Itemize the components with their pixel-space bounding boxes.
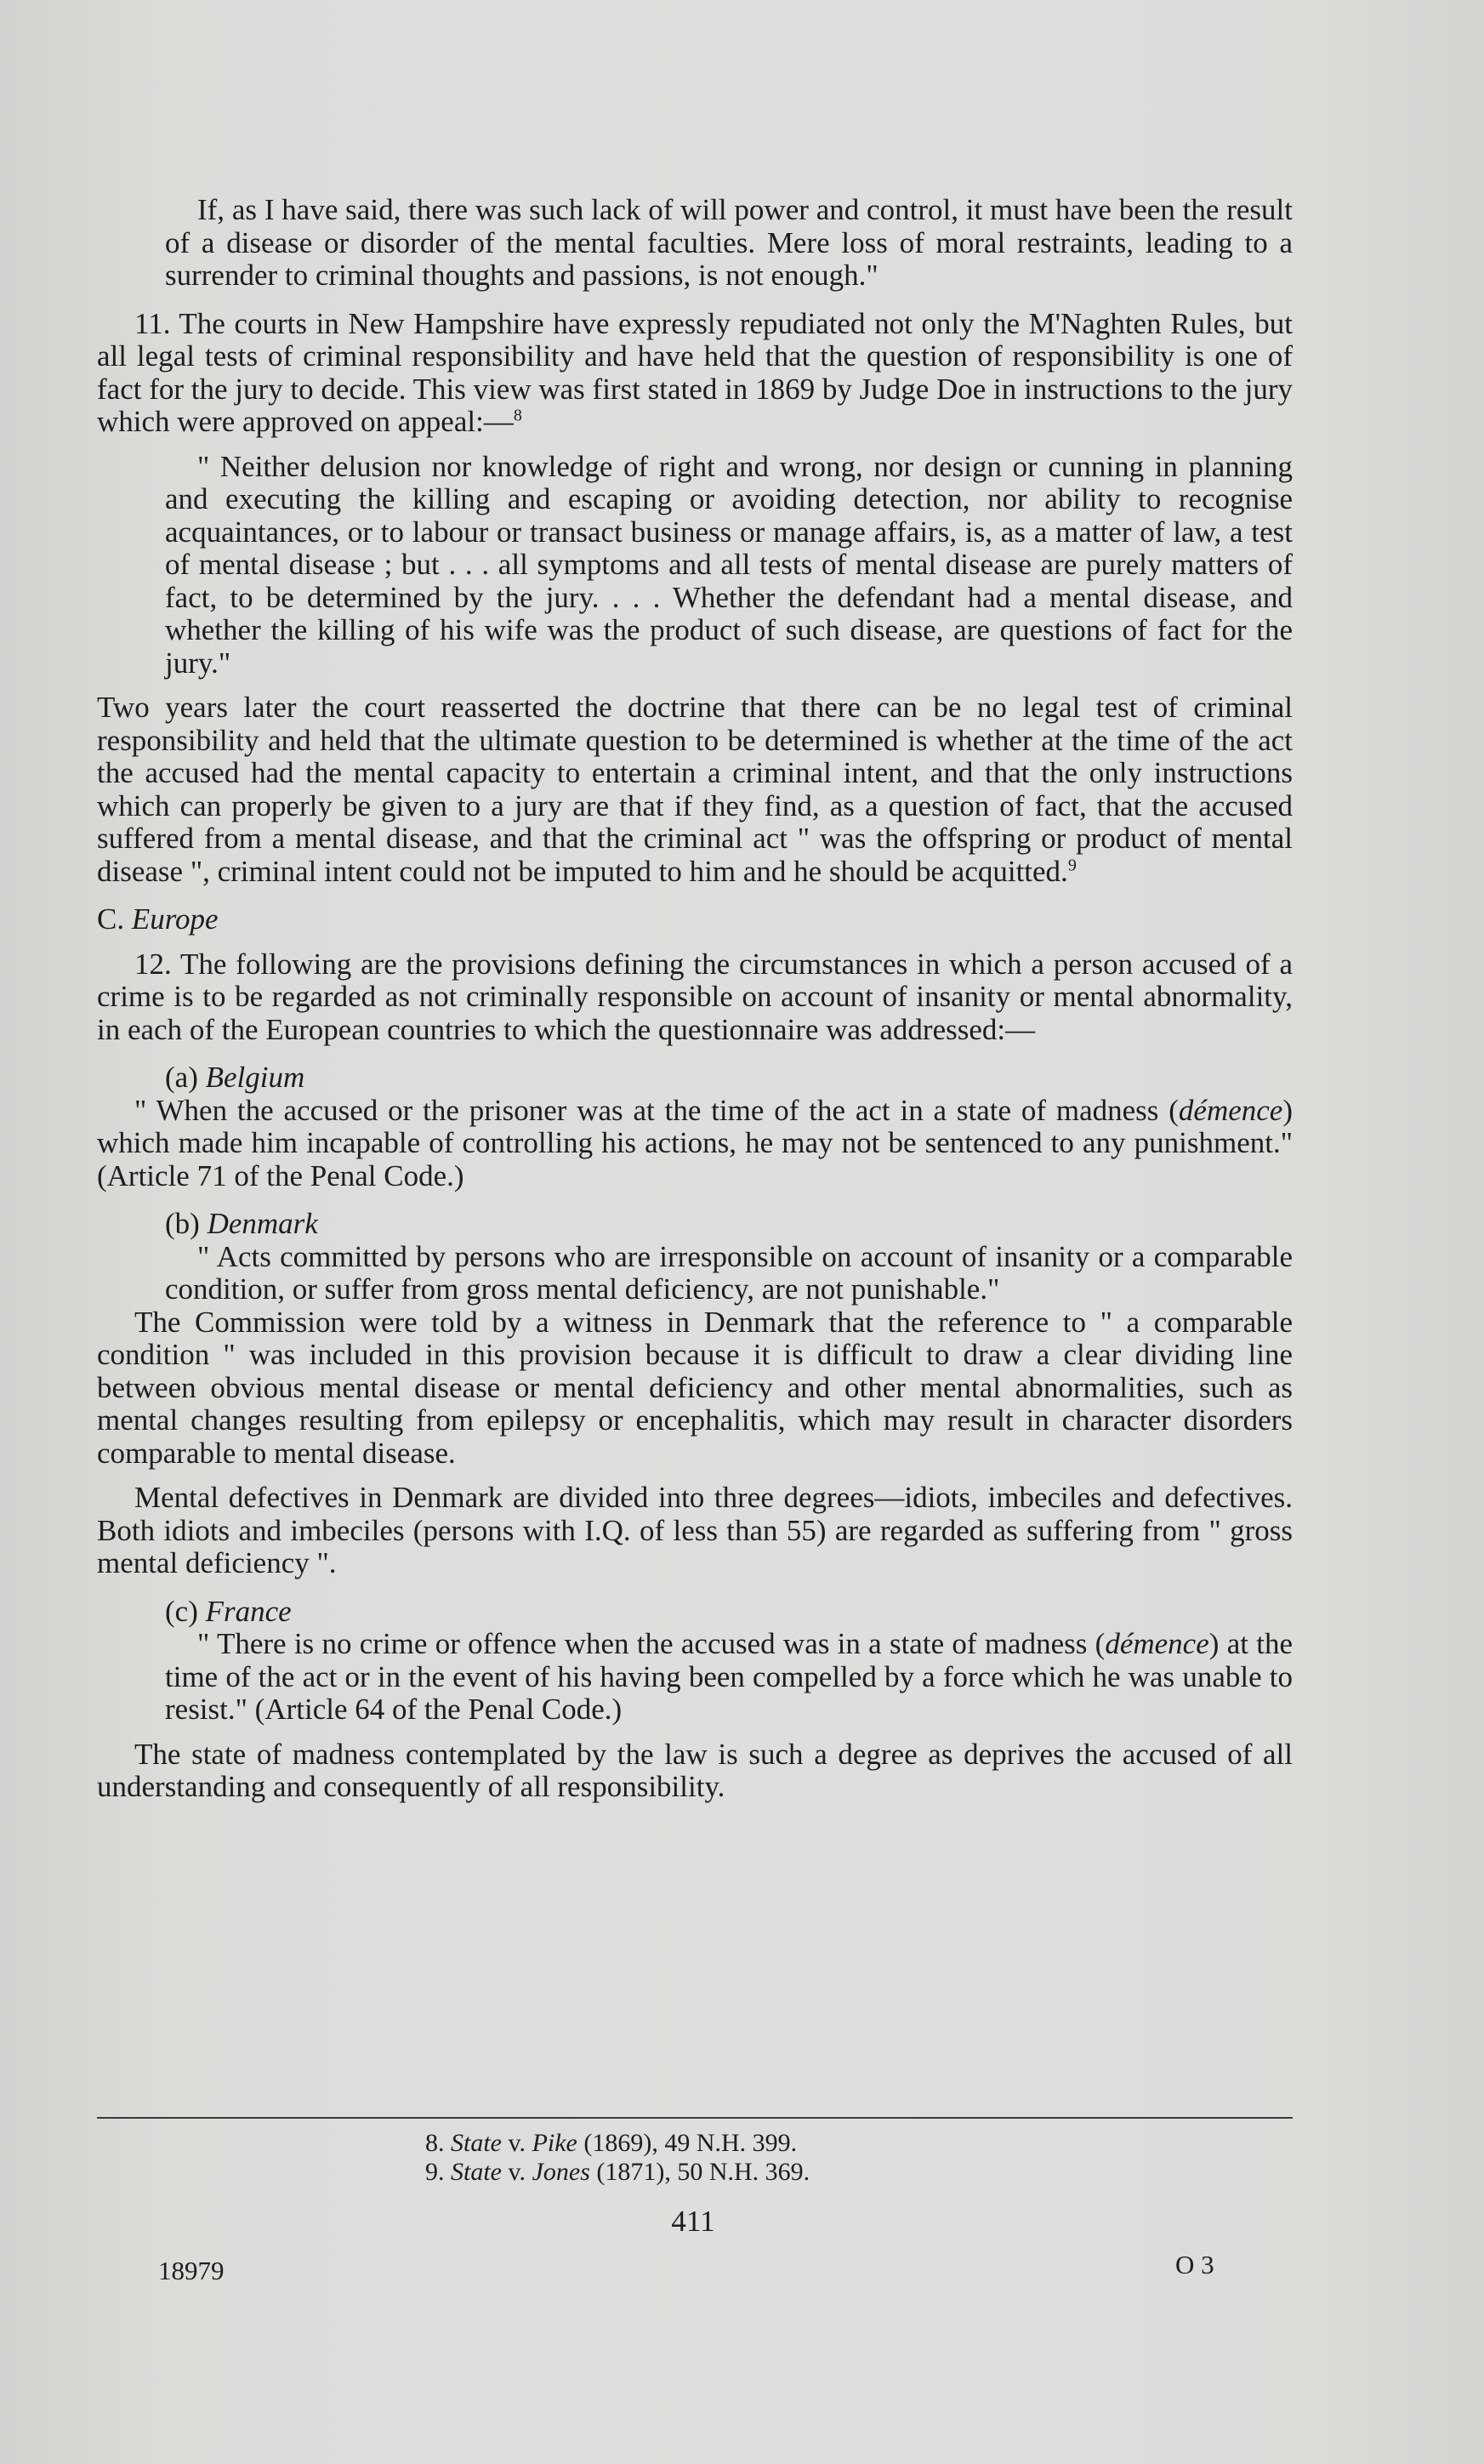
subheading-belgium-country: Belgium — [205, 1061, 305, 1094]
footnotes — [425, 2129, 810, 2187]
paragraph-france-madness: The state of madness contemplated by the law is such a degree as deprives the accused of all understanding and consequently of all responsibility. — [97, 1737, 1293, 1803]
footnote-num: 8. — [425, 2129, 445, 2157]
subheading-france-country: France — [205, 1594, 292, 1628]
belgium-term: démence — [1178, 1093, 1283, 1127]
quote-judge-doe: " Neither delusion nor knowledge of right and wrong, nor design or cunning in planning and executing the killing and escaping or avoiding detection, nor ability to recognise acquaintances, or to labour or transact business or manage affairs, is, as a matter of law, a test of mental disease ; but . . . all symptoms and all tests of mental disease are purely matters of fact, to be determined by the jury. . . . Whether the defendant had a mental disease, and whether the killing of his wife was the product of such disease, are questions of fact for the jury." — [165, 449, 1293, 680]
quote-denmark: " Acts committed by persons who are irresponsible on account of insanity or a comparable condition, or suffer from gross mental deficiency, are not punishable." — [165, 1239, 1293, 1306]
section-letter: C. — [97, 902, 125, 936]
footnote-v: v. — [508, 2129, 526, 2157]
signature-mark: O 3 — [1175, 2250, 1214, 2279]
belgium-text-before: " When the accused or the prisoner was at the time of the act in a state of madness ( — [134, 1093, 1179, 1127]
france-quote-after: ) at the time of the act or in the event of his having been compelled by a force which he was unable to resist." (Article 64 of the Penal Code.) — [165, 1627, 1293, 1726]
footnote-party: Pike — [532, 2129, 577, 2157]
page-number: 411 — [671, 2205, 715, 2238]
subheading-denmark-country: Denmark — [207, 1207, 318, 1240]
footnote-ref-8: 8 — [513, 406, 522, 425]
print-code: 18979 — [158, 2256, 225, 2285]
paragraph-11 — [97, 308, 1293, 439]
paragraph-denmark-defectives: Mental defectives in Denmark are divided into three degrees—idiots, imbeciles and defectives. Both idiots and imbeciles (persons with I.Q. of less than 55) are regarded as suffering from " gross mental deficiency ". — [97, 1481, 1293, 1579]
footnote-case: State — [451, 2129, 502, 2157]
subheading-france-label: (c) — [165, 1594, 198, 1628]
subheading-belgium-label: (a) — [165, 1061, 198, 1094]
paragraph-12: 12. The following are the provisions defining the circumstances in which a person accused of a crime is to be regarded as not criminally responsible on account of insanity or mental abnormality, in each of the European countries to which the questionnaire was addressed:— — [97, 947, 1293, 1046]
quote-france — [165, 1628, 1293, 1727]
footnote-num: 9. — [425, 2158, 445, 2186]
footnote-cite: (1869), 49 N.H. 399. — [583, 2129, 798, 2157]
footnote-case: State — [451, 2158, 502, 2186]
paragraph-belgium — [97, 1095, 1293, 1193]
quote-lack-of-will: If, as I have said, there was such lack of will power and control, it must have been the result of a disease or disorder of the mental faculties. Mere loss of moral restraints, leading to a surrender to criminal thoughts and passions, is not enough." — [165, 193, 1293, 292]
paragraph-two-years-later-text: Two years later the court reasserted the doctrine that there can be no legal test of criminal responsibility and held that the ultimate question to be determined is whether at the time of the act the accused had the mental capacity to entertain a criminal intent, and that the only instructions which can properly be given to a jury are that if they find, as a question of fact, that the accused suffered from a mental disease, and that the criminal act " was the offspring or product of mental disease ", criminal intent could not be imputed to him and he should be acquitted. — [97, 691, 1293, 888]
subheading-france — [165, 1596, 1293, 1629]
subheading-belgium — [165, 1061, 1293, 1095]
footnote-9 — [425, 2158, 810, 2187]
section-title: Europe — [131, 902, 219, 936]
paragraph-11-text: 11. The courts in New Hampshire have expressly repudiated not only the M'Naghten Rules, but all legal tests of criminal responsibility and have held that the question of responsibility is one of fact for the jury to decide. This view was first stated in 1869 by Judge Doe in instructions to the jury which were approved on appeal:— — [97, 306, 1293, 438]
paragraph-denmark-commission: The Commission were told by a witness in Denmark that the reference to " a comparable condition " was included in this provision because it is difficult to draw a clear dividing line between obvious mental disease or mental deficiency and other mental abnormalities, such as mental changes resulting from epilepsy or encephalitis, which may result in character disorders comparable to mental disease. — [97, 1305, 1293, 1470]
footnote-ref-9: 9 — [1067, 855, 1077, 874]
footnote-v: v. — [508, 2158, 526, 2186]
paragraph-two-years-later — [97, 691, 1293, 888]
footnote-cite: (1871), 50 N.H. 369. — [596, 2158, 810, 2186]
footnote-party: Jones — [532, 2158, 590, 2186]
footnote-8 — [425, 2129, 810, 2158]
france-quote-before: " There is no crime or offence when the accused was in a state of madness ( — [197, 1627, 1106, 1660]
belgium-text-after: ) which made him incapable of controlling his actions, he may not be sentenced to any punishment." (Article 71 of the Penal Code.) — [97, 1093, 1293, 1192]
section-heading-europe — [97, 903, 1293, 936]
body-text — [97, 194, 1293, 1804]
subheading-denmark — [165, 1208, 1293, 1241]
subheading-denmark-label: (b) — [165, 1207, 200, 1240]
footnote-divider — [97, 2117, 1293, 2119]
france-term: démence — [1105, 1627, 1209, 1660]
